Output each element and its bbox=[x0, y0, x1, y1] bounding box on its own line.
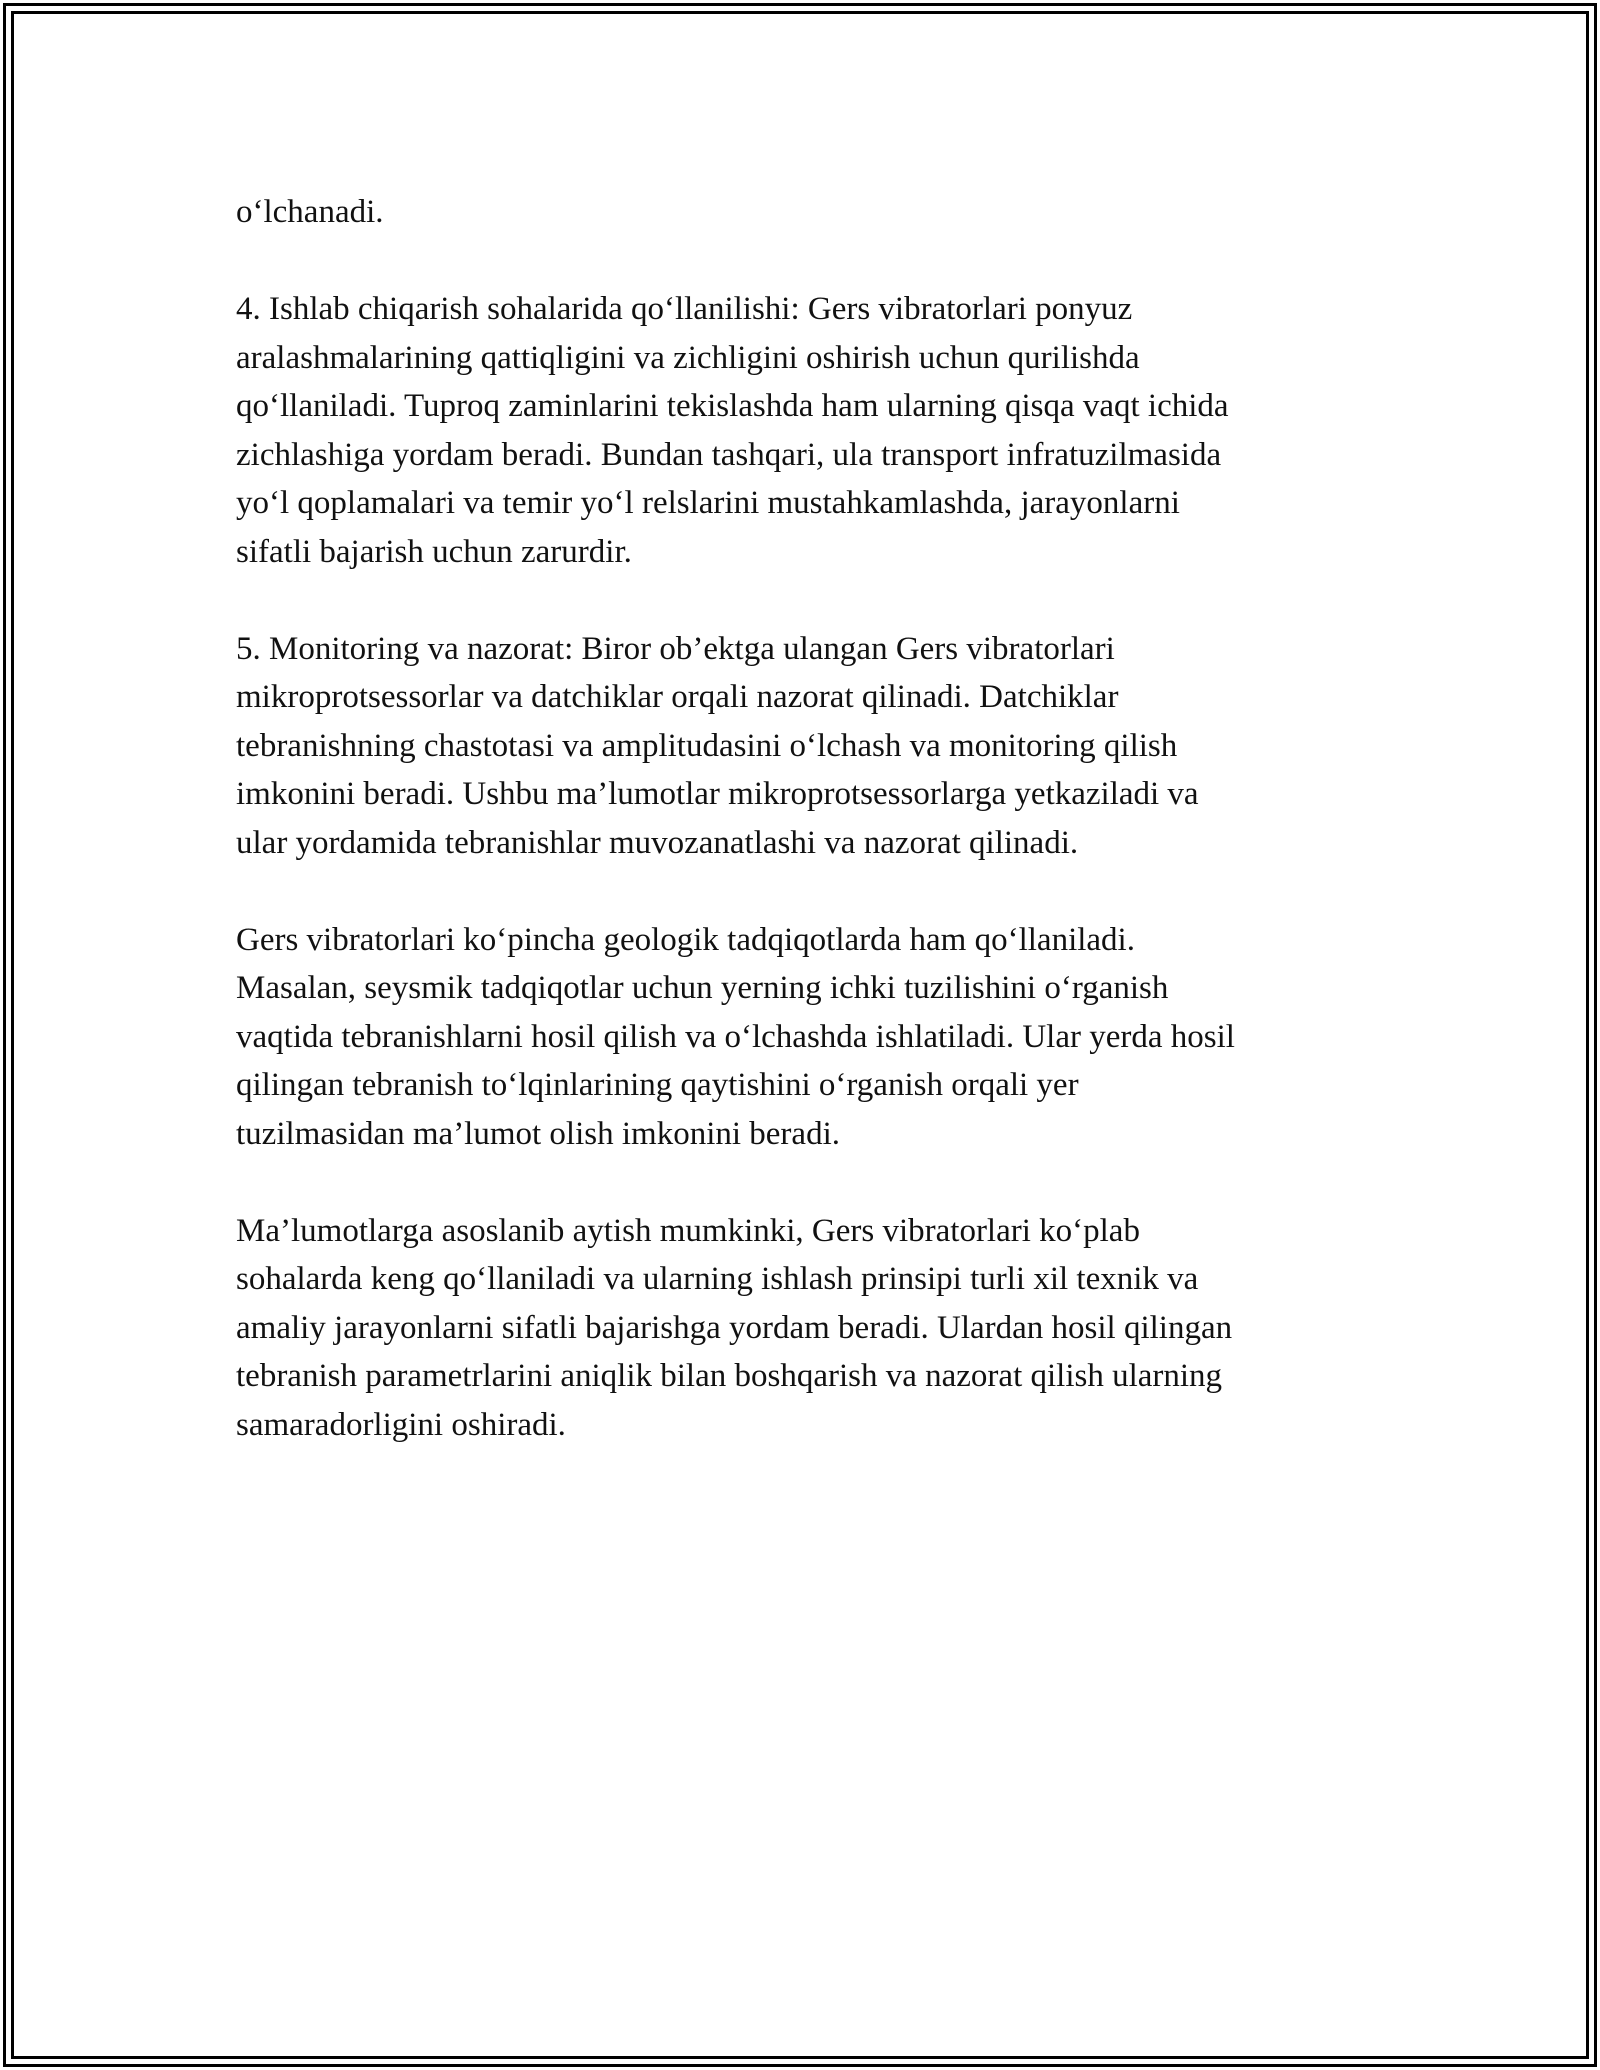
paragraph-continuation: oʻlchanadi. bbox=[236, 194, 384, 230]
document-body bbox=[236, 188, 1346, 1498]
paragraph-monitoring-control: 5. Monitoring va nazorat: Biror ob’ektga ulangan Gers vibratorlari mikroprotsessorlar va datchiklar orqali nazorat qilinadi. Datchiklar tebranishning chastotasi va amplitudasini oʻlchash va monitoring qilish imkonini beradi. Ushbu ma’lumotlar mikroprotsessorlarga yetkaziladi va ular yordamida tebranishlar muvozanatlashi va nazorat qilinadi. bbox=[236, 630, 1199, 861]
paragraph-production-applications: 4. Ishlab chiqarish sohalarida qoʻllanilishi: Gers vibratorlari ponyuz aralashmalarining qattiqligini va zichligini oshirish uchun qurilishda qoʻllaniladi. Tuproq zaminlarini tekislashda ham ularning qisqa vaqt ichida zichlashiga yordam beradi. Bundan tashqari, ula transport infratuzilmasida yoʻl qoplamalari va temir yoʻl relslarini mustahkamlashda, jarayonlarni sifatli bajarish uchun zarurdir. bbox=[236, 291, 1229, 570]
paragraph-conclusion: Ma’lumotlarga asoslanib aytish mumkinki, Gers vibratorlari koʻplab sohalarda keng qoʻllaniladi va ularning ishlash prinsipi turli xil texnik va amaliy jarayonlarni sifatli bajarishga yordam beradi. Ulardan hosil qilingan tebranish parametrlarini aniqlik bilan boshqarish va nazorat qilish ularning samaradorligini oshiradi. bbox=[236, 1212, 1233, 1443]
paragraph-geological-research: Gers vibratorlari koʻpincha geologik tadqiqotlarda ham qoʻllaniladi. Masalan, seysmik tadqiqotlar uchun yerning ichki tuzilishini oʻrganish vaqtida tebranishlarni hosil qilish va oʻlchashda ishlatiladi. Ular yerda hosil qilingan tebranish toʻlqinlarining qaytishini oʻrganish orqali yer tuzilmasidan ma’lumot olish imkonini beradi. bbox=[236, 921, 1235, 1152]
